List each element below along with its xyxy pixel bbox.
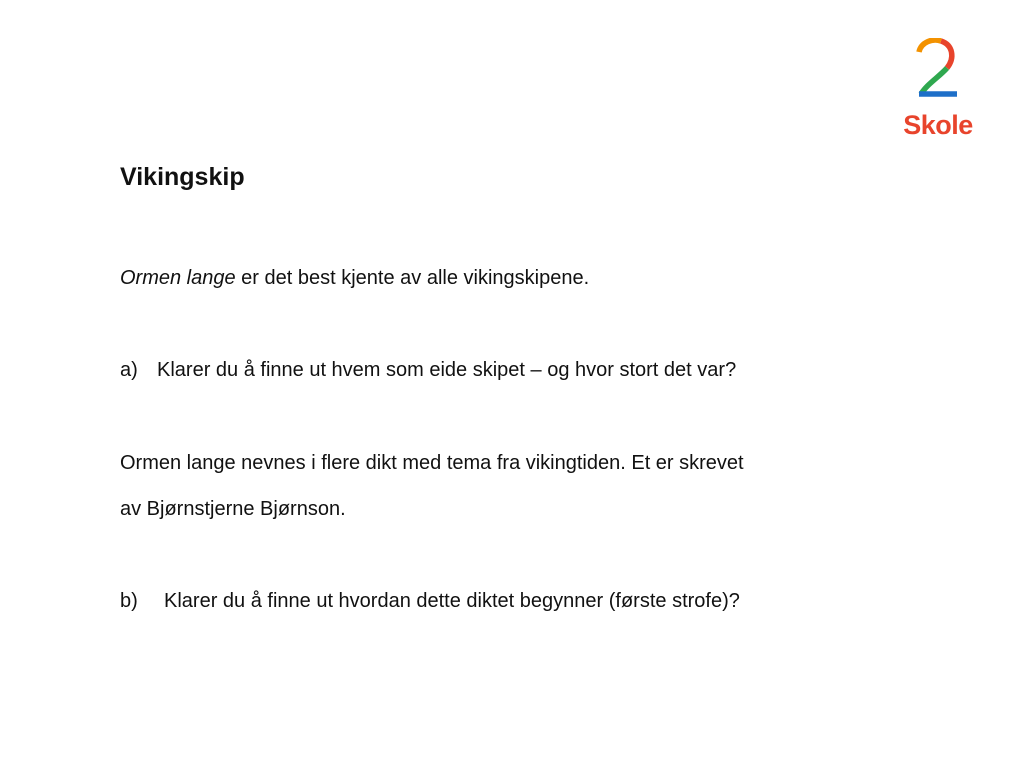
body-paragraph-line-1: Ormen lange nevnes i flere dikt med tema fra vikingtiden. Et er skrevet bbox=[120, 452, 744, 474]
numeral-2-logo-mark bbox=[915, 38, 961, 100]
intro-paragraph bbox=[120, 265, 589, 291]
question-a bbox=[120, 357, 736, 383]
page-title: Vikingskip bbox=[120, 163, 245, 191]
question-b-marker: b) bbox=[120, 590, 138, 612]
question-b bbox=[120, 588, 740, 614]
intro-text: er det best kjente av alle vikingskipene. bbox=[235, 267, 590, 289]
question-a-marker: a) bbox=[120, 359, 138, 381]
question-a-text: Klarer du å finne ut hvem som eide skipet – og hvor stort det var? bbox=[157, 359, 737, 381]
question-b-text: Klarer du å finne ut hvordan dette diktet begynner (første strofe)? bbox=[164, 590, 740, 612]
nrk-super-2-skole-logo bbox=[893, 38, 983, 144]
intro-italic-ship-name: Ormen lange bbox=[120, 267, 236, 289]
body-paragraph-line-2: av Bjørnstjerne Bjørnson. bbox=[120, 498, 346, 520]
logo-wordmark: Skole bbox=[903, 110, 973, 140]
